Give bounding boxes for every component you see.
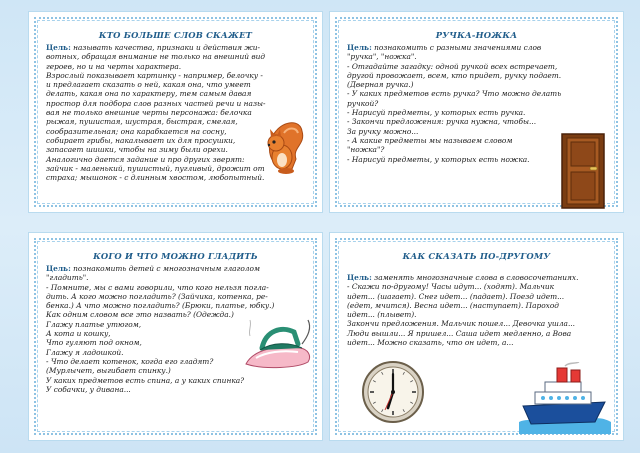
squirrel-icon xyxy=(262,111,320,177)
text-line: - Нарисуй предметы, у которых есть ножка. xyxy=(347,154,530,164)
text-line: У каких предметов есть спина, а у каких спинка? xyxy=(46,375,245,385)
text-line: (Мурлычет, выгибает спинку.) xyxy=(46,366,171,376)
text-line: собирает грибы, накалывает их для просушки, xyxy=(46,135,236,145)
text-line: Цель: заменять многозначные слова в словосочетаниях. xyxy=(347,273,579,282)
text-line: бенка.) А что можно погладить? (Брюки, платье, юбку.) xyxy=(46,301,275,311)
text-line: "гладить". xyxy=(46,273,89,283)
text-line: вотных, обращая внимание не только на внешний вид xyxy=(46,52,266,62)
text-line: - Что делает котенок, когда его гладят? xyxy=(46,356,214,366)
text-line: ручкой? xyxy=(347,98,379,108)
text-line: простор для подбора слов разных частей речи и назы- xyxy=(46,98,266,108)
text-line: - У каких предметов есть ручка? Что можно делать xyxy=(347,89,562,99)
text-line: Взрослый показывает картинку - например, белочку - xyxy=(46,70,263,80)
text-line: - Нарисуй предметы, у которых есть ручка. xyxy=(347,108,526,118)
card-title: КОГО И ЧТО МОЖНО ГЛАДИТЬ xyxy=(93,251,258,261)
text-line: (Дверная ручка.) xyxy=(347,80,414,90)
text-line: и предлагает сказать о ней, какая она, что умеет xyxy=(46,80,251,90)
card-title: РУЧКА-НОЖКА xyxy=(435,30,518,40)
card-handle-leg xyxy=(330,12,623,212)
card-say-it-differently xyxy=(330,233,623,440)
text-line: Закончи предложения. Мальчик пошел... Девочка ушла... xyxy=(347,319,576,329)
text-line: рыжая, пушистая, шустрая, быстрая, смелая, xyxy=(46,117,238,127)
text-line: Цель: познакомить с разными значениями слов xyxy=(347,43,542,52)
goal-label: Цель: xyxy=(46,43,71,52)
text-line: Глажу платье утюгом, xyxy=(46,319,142,329)
text-line: сообразительная; она карабкается на сосну, xyxy=(46,126,227,136)
text-line: - Скажи по-другому! Часы идут... (ходят). Мальчик xyxy=(347,282,555,292)
card-title: КАК СКАЗАТЬ ПО-ДРУГОМУ xyxy=(402,251,551,261)
ship-icon xyxy=(517,362,613,434)
text-line: Аналогично дается задание и про других зверят: xyxy=(46,154,245,164)
text-line: (едет, мчится). Весна идет... (наступает). Пароход xyxy=(347,300,559,310)
text-line: - А какие предметы мы называем словом xyxy=(347,135,513,145)
text-line: Люди вышли... Я пришел... Саша идет медленно, а Вова xyxy=(347,328,572,338)
text-line: У собачки, у дивана... xyxy=(46,384,131,394)
card-what-can-be-stroked xyxy=(29,233,322,440)
text-line: - Закончи предложения: ручка нужна, чтобы... xyxy=(347,117,537,127)
text-line: идет... (плывет). xyxy=(347,310,417,320)
goal-label: Цель: xyxy=(46,264,71,273)
goal-label: Цель: xyxy=(347,43,372,52)
door-icon xyxy=(561,133,605,209)
text-line: идет... Можно сказать, что он идет, а... xyxy=(347,338,514,348)
text-line: запасает шишки, чтобы на зиму были орехи. xyxy=(46,145,228,155)
clock-icon xyxy=(361,360,425,424)
iron-icon xyxy=(242,314,316,376)
text-line: дить. А кого можно погладить? (Зайчика, котенка, ре- xyxy=(46,291,268,301)
card-who-says-more-words xyxy=(29,12,322,212)
text-line: героев, но и на черты характера. xyxy=(46,61,182,71)
text-line: делать, какая она по характеру, тем самым давая xyxy=(46,89,252,99)
text-line: "ручка", "ножка". xyxy=(347,52,417,62)
text-line: - Отгадайте загадку: одной ручкой всех встречает, xyxy=(347,61,558,71)
goal-label: Цель: xyxy=(347,273,372,282)
text-line: Что гуляют под окном, xyxy=(46,338,142,348)
text-line: зайчик - маленький, пушистый, пугливый, дрожит от xyxy=(46,163,265,173)
text-line: Как одним словом все это назвать? (Одежда.) xyxy=(46,310,234,320)
text-line: другой провожает, всем, кто придет, ручку подает. xyxy=(347,70,562,80)
text-line: А кота и кошку, xyxy=(46,329,111,339)
card-title: КТО БОЛЬШЕ СЛОВ СКАЖЕТ xyxy=(98,30,253,40)
text-line: идет... (шагает). Снег идет... (падает). Поезд идет... xyxy=(347,291,565,301)
text-line: Цель: называть качества, признаки и действия жи- xyxy=(46,43,261,52)
text-line: вая не только внешние черты персонажа: белочка xyxy=(46,108,252,118)
text-line: За ручку можно... xyxy=(347,126,419,136)
text-line: - Помните, мы с вами говорили, что кого нельзя погла- xyxy=(46,282,269,292)
text-line: страха; мышонок - с длинным хвостом, любопытный. xyxy=(46,173,265,183)
card-body xyxy=(347,273,606,347)
text-line: Глажу я ладошкой. xyxy=(46,347,124,357)
text-line: "ножка"? xyxy=(347,145,385,155)
text-line: Цель: познакомить детей с многозначным глаголом xyxy=(46,264,261,273)
